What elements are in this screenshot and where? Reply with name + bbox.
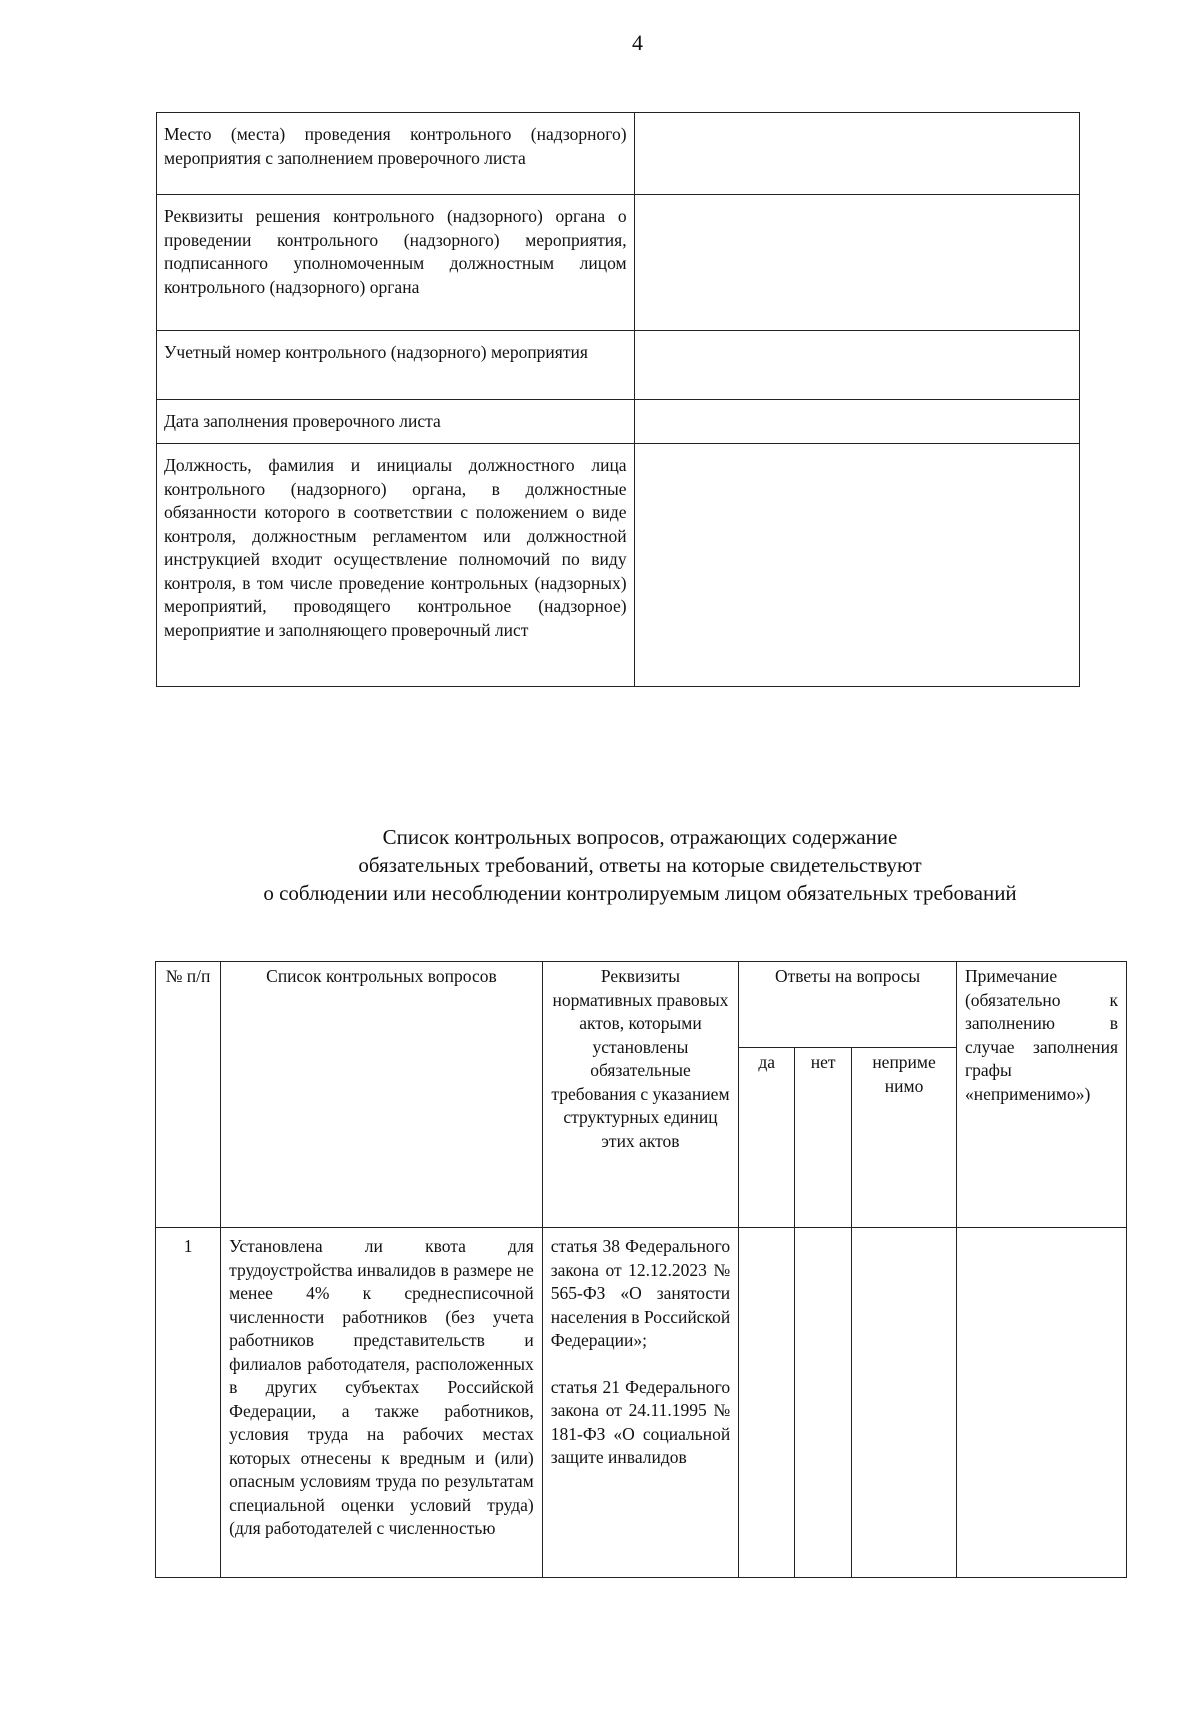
- info-label: Должность, фамилия и инициалы должностного лица контрольного (надзорного) органа, в должностные обязанности которого в соответствии с положением о виде контроля, должностным регламентом или должностной инструкцией входит осуществление полномочий по виду контроля, в том числе проведение контрольных (надзорных) мероприятий, проводящего контрольное (надзорное) мероприятие и заполняющего проверочный лист: [157, 444, 635, 687]
- info-label: Учетный номер контрольного (надзорного) мероприятия: [157, 331, 635, 400]
- row-question: Установлена ли квота для трудоустройства инвалидов в размере не менее 4% к среднесписочной численности работников (без учета работников представительств и филиалов работодателя, расположенных в других субъектах Российской Федерации, а также работников, условия труда на рабочих местах которых отнесены к вредным и (или) опасным условиям труда по результатам специальной оценки условий труда) (для работодателей с численностью: [221, 1228, 543, 1578]
- note-cell[interactable]: [956, 1228, 1126, 1578]
- header-requisites: Реквизиты нормативных правовых актов, которыми установлены обязательные требования с указанием структурных единиц этих актов: [542, 962, 738, 1228]
- row-requisites: [542, 1228, 738, 1578]
- info-value: [634, 400, 1079, 444]
- info-value: [634, 331, 1079, 400]
- heading-line: обязательных требований, ответы на которые свидетельствуют: [358, 853, 922, 877]
- page-number: 4: [632, 30, 643, 55]
- table-row: [156, 1228, 1127, 1578]
- info-label: Дата заполнения проверочного листа: [157, 400, 635, 444]
- info-value: [634, 195, 1079, 331]
- answer-yes-cell[interactable]: [739, 1228, 795, 1578]
- info-row-decision: [157, 195, 1080, 331]
- header-question: Список контрольных вопросов: [221, 962, 543, 1228]
- inspection-info-table: [156, 112, 1080, 687]
- info-row-fill-date: [157, 400, 1080, 444]
- row-num: 1: [156, 1228, 221, 1578]
- control-questions-table: [155, 961, 1127, 1578]
- header-answers: Ответы на вопросы: [739, 962, 957, 1048]
- answer-no-cell[interactable]: [795, 1228, 852, 1578]
- requisite-1: статья 38 Федерального закона от 12.12.2023 № 565-ФЗ «О занятости населения в Российской Федерации»;: [550, 1236, 731, 1350]
- info-value: [634, 444, 1079, 687]
- header-no: нет: [795, 1048, 852, 1228]
- header-row: [156, 962, 1127, 1048]
- header-note: Примечание (обязательно к заполнению в случае заполнения графы «неприменимо»): [956, 962, 1126, 1228]
- answer-not-applicable-cell[interactable]: [852, 1228, 957, 1578]
- info-row-place: [157, 113, 1080, 195]
- header-not-applicable: неприме нимо: [852, 1048, 957, 1228]
- header-num: № п/п: [156, 962, 221, 1228]
- info-value: [634, 113, 1079, 195]
- info-label: Реквизиты решения контрольного (надзорного) органа о проведении контрольного (надзорного) мероприятия, подписанного уполномоченным должностным лицом контрольного (надзорного) органа: [157, 195, 635, 331]
- section-heading: [150, 823, 1130, 907]
- heading-line: о соблюдении или несоблюдении контролируемым лицом обязательных требований: [263, 881, 1017, 905]
- requisite-2: статья 21 Федерального закона от 24.11.1995 № 181-ФЗ «О социальной защите инвалидов: [550, 1376, 731, 1467]
- info-row-official: [157, 444, 1080, 687]
- heading-line: Список контрольных вопросов, отражающих содержание: [382, 825, 898, 849]
- info-label: Место (места) проведения контрольного (надзорного) мероприятия с заполнением проверочного листа: [157, 113, 635, 195]
- info-row-record-number: [157, 331, 1080, 400]
- header-yes: да: [739, 1048, 795, 1228]
